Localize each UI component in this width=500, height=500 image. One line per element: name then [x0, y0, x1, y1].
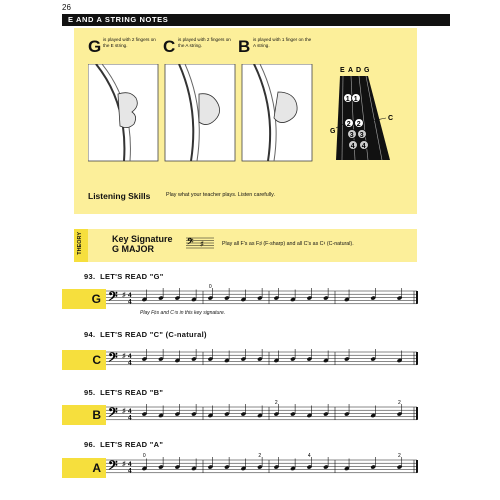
fingering-number: 0: [208, 284, 212, 290]
finger-number: 1: [345, 95, 350, 103]
exercise-number: 94.: [84, 330, 96, 339]
sharp-icon: ♯: [122, 292, 126, 299]
exercise-93-subtitle: Play F♯s and C♮s in this key signature.: [140, 310, 226, 316]
time-signature-bottom: 4: [128, 414, 132, 422]
exercise-number: 93.: [84, 272, 96, 281]
fingering-number: 2: [398, 400, 401, 406]
bass-clef-icon: 𝄢: [108, 459, 118, 476]
key-signature-line2: G MAJOR: [112, 244, 155, 254]
time-signature-top: 4: [128, 408, 132, 415]
exercise-number: 96.: [84, 440, 96, 449]
sharp-icon: ♯: [122, 353, 126, 360]
key-signature-line1: Key Signature: [112, 234, 173, 244]
fingering-number: 2: [398, 453, 401, 459]
time-signature-bottom: 4: [128, 359, 132, 367]
note-description: is played with 2 fingers on the A string.: [178, 37, 231, 48]
finger-number: 4: [361, 142, 366, 150]
page-number: 26: [62, 3, 71, 12]
time-signature-top: 4: [128, 353, 132, 360]
staff-94: [106, 349, 417, 368]
time-signature-bottom: 4: [128, 467, 132, 475]
note-letter: C: [163, 37, 176, 56]
note-description: is played with 1 finger on the A string.: [253, 37, 312, 48]
exercise-name: LET'S READ "A": [100, 440, 164, 449]
finger-number: 1: [353, 95, 358, 103]
side-label-left: G: [330, 128, 336, 135]
exercise-94-letter-tab: C: [62, 350, 106, 370]
fingering-number: 4: [307, 453, 311, 459]
note-letter: B: [238, 37, 251, 56]
finger-number: 2: [356, 120, 361, 128]
section-header: E AND A STRING NOTES: [62, 14, 450, 26]
staff-93: [106, 284, 417, 307]
note-description: is played with 2 fingers on the E string.: [103, 37, 156, 48]
finger-number: 2: [346, 120, 351, 128]
time-signature-top: 4: [128, 292, 132, 299]
string-label: D: [356, 67, 362, 74]
bass-clef-icon: 𝄢: [108, 290, 118, 307]
staff-95: [106, 400, 417, 423]
bass-clef-icon: 𝄢: [108, 406, 118, 423]
side-label-right: C: [388, 115, 394, 122]
exercise-name: LET'S READ "B": [100, 388, 164, 397]
exercise-name: LET'S READ "G": [100, 272, 164, 281]
time-signature-bottom: 4: [128, 298, 132, 306]
finger-number: 3: [349, 131, 354, 139]
time-signature-top: 4: [128, 461, 132, 468]
theory-label: THEORY: [77, 232, 83, 255]
sharp-icon: ♯: [122, 461, 126, 468]
exercise-95-letter-tab: B: [62, 405, 106, 425]
exercise-name: LET'S READ "C" (C-natural): [100, 330, 207, 339]
staff-96: [106, 453, 417, 476]
fingering-number: 0: [142, 453, 146, 459]
bass-clef-icon: 𝄢: [108, 351, 118, 368]
exercise-number: 95.: [84, 388, 96, 397]
bass-clef-icon: 𝄢: [187, 238, 194, 249]
string-label: A: [348, 67, 354, 74]
note-letter: G: [88, 37, 102, 56]
exercise-93-letter-tab: G: [62, 289, 106, 309]
fingering-number: 2: [258, 453, 262, 459]
listening-skills-title: Listening Skills: [88, 191, 151, 201]
exercise-96-letter-tab: A: [62, 458, 106, 478]
finger-number: 4: [350, 142, 355, 150]
finger-number: 3: [359, 131, 364, 139]
sharp-icon: ♯: [122, 408, 126, 415]
key-signature-description: Play all F's as F♯ (F-sharp) and all C's as C♮ (C-natural).: [222, 241, 354, 247]
sharp-icon: ♯: [200, 241, 204, 248]
listening-skills-text: Play what your teacher plays. Listen carefully.: [166, 192, 275, 198]
string-label: E: [340, 67, 345, 74]
string-label: G: [364, 67, 370, 74]
fingering-number: 2: [274, 400, 278, 406]
